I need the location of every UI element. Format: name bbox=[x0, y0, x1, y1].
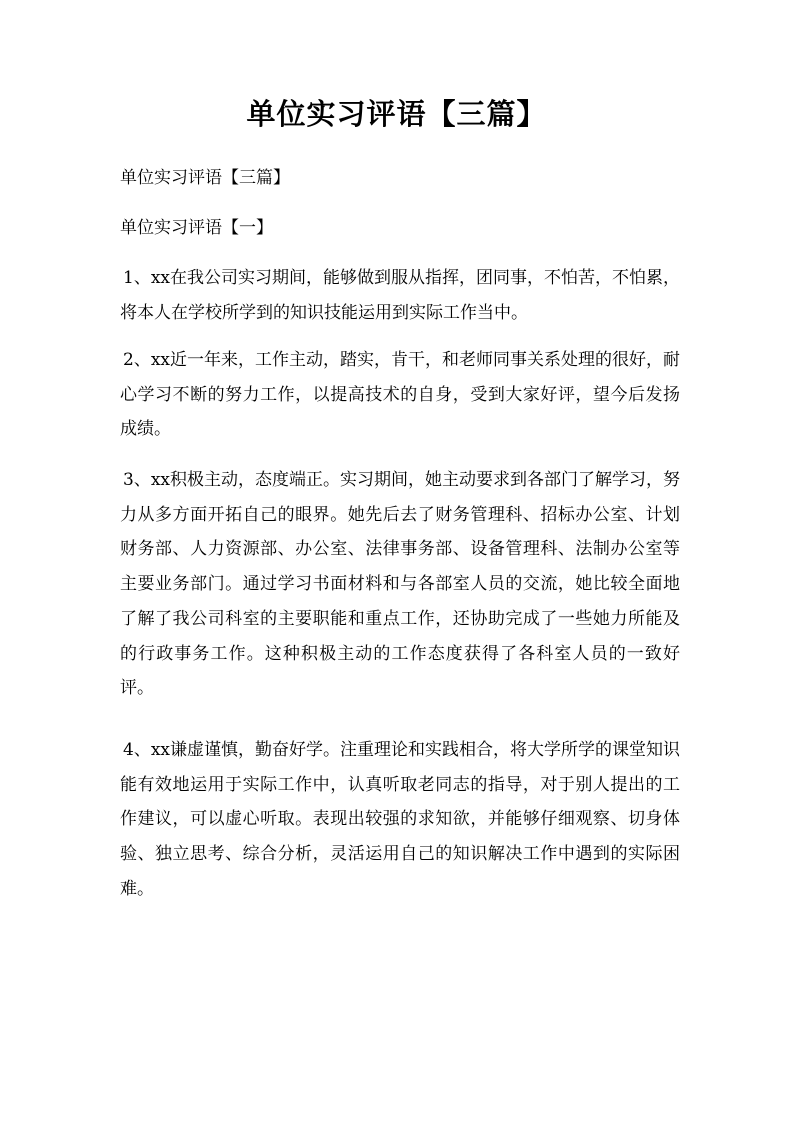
document-subtitle: 单位实习评语【三篇】 bbox=[120, 168, 290, 188]
paragraph-2: 2、xx近一年来，工作主动，踏实，肯干，和老师同事关系处理的很好，耐心学习不断的努力工作，以提高技术的自身，受到大家好评，望今后发扬成绩。 bbox=[120, 350, 680, 440]
paragraph-3: 3、xx积极主动，态度端正。实习期间，她主动要求到各部门了解学习，努力从多方面开拓自己的眼界。她先后去了财务管理科、招标办公室、计划财务部、人力资源部、办公室、法律事务部、设备管理科、法制办公室等主要业务部门。通过学习书面材料和与各部室人员的交流，她比较全面地了解了我公司科室的主要职能和重点工作，还协助完成了一些她力所能及的行政事务工作。这种积极主动的工作态度获得了各科室人员的一致好评。 bbox=[120, 470, 680, 699]
paragraph-1: 1、xx在我公司实习期间，能够做到服从指挥，团同事，不怕苦，不怕累，将本人在学校所学到的知识技能运用到实际工作当中。 bbox=[120, 268, 680, 323]
document-title: 单位实习评语【三篇】 bbox=[246, 97, 547, 131]
paragraph-4: 4、xx谦虚谨慎，勤奋好学。注重理论和实践相合，将大学所学的课堂知识能有效地运用于实际工作中，认真听取老同志的指导，对于别人提出的工作建议，可以虚心听取。表现出较强的求知欲，并能够仔细观察、切身体验、独立思考、综合分析，灵活运用自己的知识解决工作中遇到的实际困难。 bbox=[120, 740, 680, 899]
section-heading: 单位实习评语【一】 bbox=[120, 218, 273, 238]
